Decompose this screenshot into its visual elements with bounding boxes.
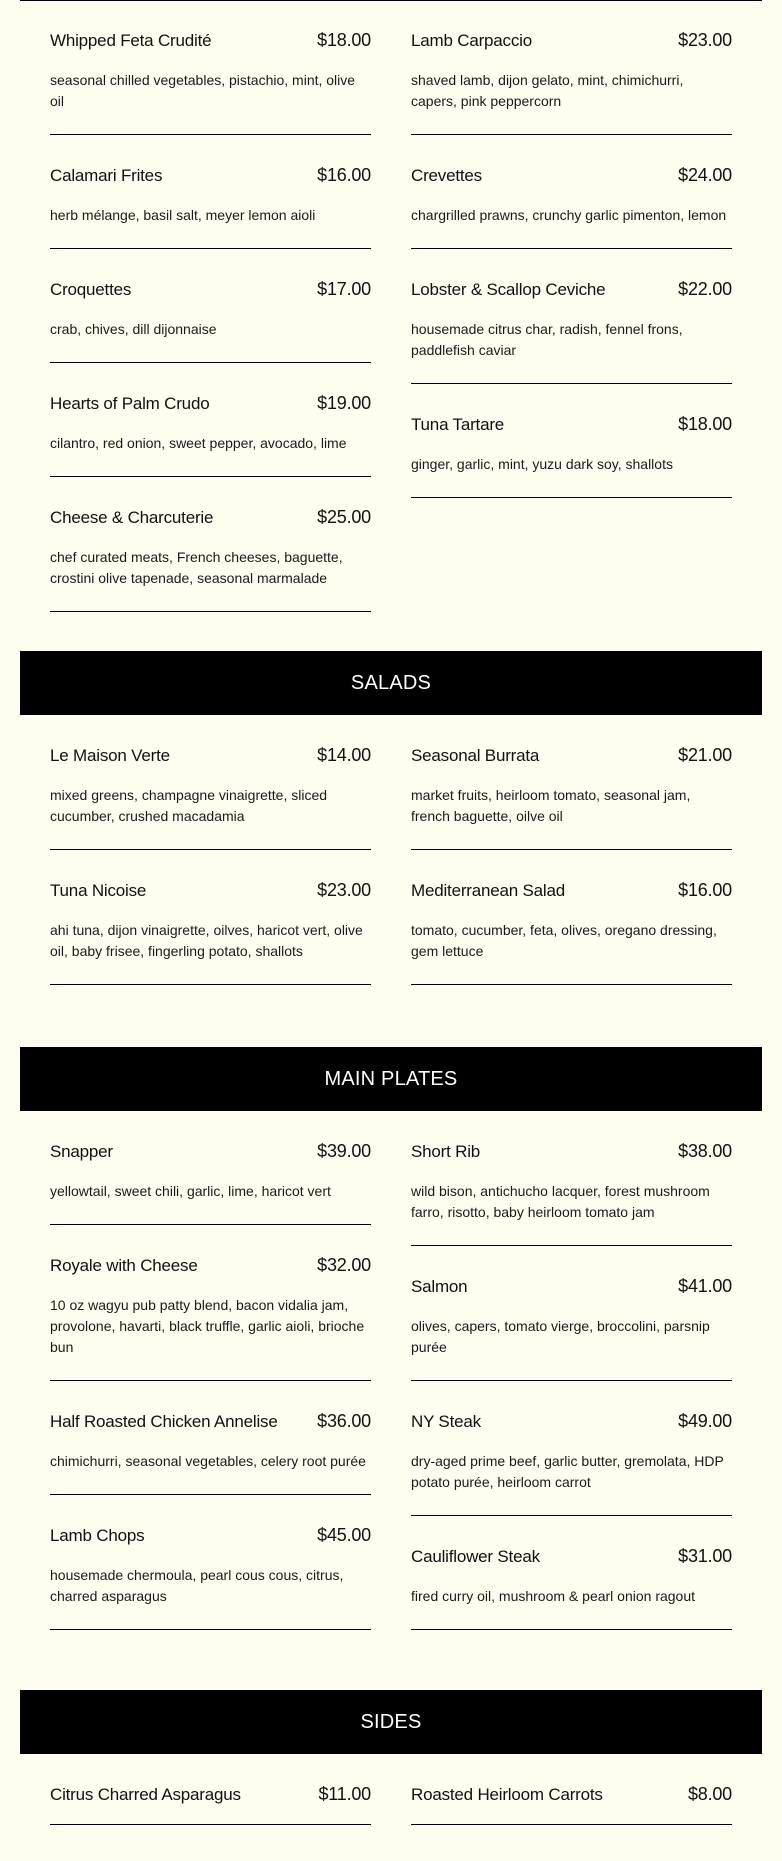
- appetizers-left-column: [50, 0, 371, 612]
- item-price: $31.00: [678, 1546, 732, 1566]
- item-name: Croquettes: [50, 280, 132, 299]
- menu-item: [411, 1381, 732, 1516]
- item-description: mixed greens, champagne vinaigrette, sliced cucumber, crushed macadamia: [50, 787, 328, 824]
- item-description: wild bison, antichucho lacquer, forest mushroom farro, risotto, baby heirloom tomato jam: [411, 1183, 710, 1220]
- item-description: cilantro, red onion, sweet pepper, avocado, lime: [50, 435, 347, 451]
- item-name: Tuna Tartare: [411, 415, 505, 434]
- item-description: chef curated meats, French cheeses, baguette, crostini olive tapenade, seasonal marmalade: [50, 549, 343, 586]
- menu-item: [411, 135, 732, 249]
- item-name: Seasonal Burrata: [411, 746, 540, 765]
- menu-item: [50, 249, 371, 363]
- menu-item: [50, 363, 371, 477]
- menu-item: [50, 715, 371, 850]
- menu-item: [411, 1246, 732, 1381]
- item-description: housemade chermoula, pearl cous cous, citrus, charred asparagus: [50, 1567, 344, 1604]
- item-description: herb mélange, basil salt, meyer lemon aioli: [50, 207, 316, 223]
- item-description: housemade citrus char, radish, fennel frons, paddlefish caviar: [411, 321, 683, 358]
- item-name: NY Steak: [411, 1412, 481, 1431]
- salads-right-column: [411, 715, 732, 985]
- item-description: 10 oz wagyu pub patty blend, bacon vidalia jam, provolone, havarti, black truffle, garlic aioli, brioche bun: [50, 1297, 365, 1355]
- menu-item: [411, 1516, 732, 1630]
- menu-item: [50, 0, 371, 135]
- menu-item: [411, 850, 732, 985]
- sides-left-column: [50, 1754, 371, 1825]
- menu-item: [50, 850, 371, 985]
- item-price: $49.00: [678, 1411, 732, 1431]
- item-price: $39.00: [317, 1141, 371, 1161]
- item-description: chargrilled prawns, crunchy garlic pimenton, lemon: [411, 207, 727, 223]
- item-name: Half Roasted Chicken Annelise: [50, 1412, 278, 1431]
- item-name: Roasted Heirloom Carrots: [411, 1785, 603, 1804]
- item-price: $21.00: [678, 745, 732, 765]
- section-header: SIDES: [20, 1690, 762, 1754]
- item-price: $16.00: [317, 165, 371, 185]
- menu-item: [411, 0, 732, 135]
- item-description: crab, chives, dill dijonnaise: [50, 321, 217, 337]
- menu-item: [411, 1111, 732, 1246]
- item-price: $23.00: [317, 880, 371, 900]
- menu-item: [411, 249, 732, 384]
- item-price: $22.00: [678, 279, 732, 299]
- sides-right-column: [411, 1754, 732, 1825]
- menu-item: [411, 715, 732, 850]
- item-price: $36.00: [317, 1411, 371, 1431]
- item-name: Salmon: [411, 1277, 468, 1296]
- section-header: MAIN PLATES: [20, 1047, 762, 1111]
- menu-item: [50, 1225, 371, 1381]
- item-description: tomato, cucumber, feta, olives, oregano dressing, gem lettuce: [411, 922, 717, 959]
- item-price: $24.00: [678, 165, 732, 185]
- menu-item: [50, 135, 371, 249]
- item-price: $8.00: [687, 1784, 732, 1804]
- item-price: $41.00: [678, 1276, 732, 1296]
- item-price: $18.00: [678, 414, 732, 434]
- item-name: Mediterranean Salad: [411, 881, 566, 900]
- item-description: fired curry oil, mushroom & pearl onion ragout: [411, 1588, 696, 1604]
- item-price: $32.00: [317, 1255, 371, 1275]
- menu-item: [50, 1495, 371, 1630]
- item-description: seasonal chilled vegetables, pistachio, mint, olive oil: [50, 72, 356, 109]
- salads-left-column: [50, 715, 371, 985]
- item-price: $45.00: [317, 1525, 371, 1545]
- section-header: SALADS: [20, 651, 762, 715]
- item-name: Cauliflower Steak: [411, 1547, 540, 1566]
- item-name: Hearts of Palm Crudo: [50, 394, 210, 413]
- mains-right-column: [411, 1111, 732, 1630]
- item-description: ginger, garlic, mint, yuzu dark soy, shallots: [411, 456, 673, 472]
- item-price: $17.00: [317, 279, 371, 299]
- item-price: $14.00: [317, 745, 371, 765]
- item-name: Calamari Frites: [50, 166, 163, 185]
- menu-item: [50, 1754, 371, 1825]
- item-description: yellowtail, sweet chili, garlic, lime, haricot vert: [50, 1183, 331, 1199]
- item-price: $18.00: [317, 30, 371, 50]
- menu-item: [50, 477, 371, 612]
- item-name: Crevettes: [411, 166, 482, 185]
- item-description: shaved lamb, dijon gelato, mint, chimichurri, capers, pink peppercorn: [411, 72, 684, 109]
- item-name: Le Maison Verte: [50, 746, 170, 765]
- item-description: chimichurri, seasonal vegetables, celery root purée: [50, 1453, 366, 1469]
- item-name: Tuna Nicoise: [50, 881, 147, 900]
- item-name: Lobster & Scallop Ceviche: [411, 280, 606, 299]
- item-price: $23.00: [678, 30, 732, 50]
- item-price: $16.00: [678, 880, 732, 900]
- item-description: market fruits, heirloom tomato, seasonal jam, french baguette, oilve oil: [411, 787, 691, 824]
- item-price: $38.00: [678, 1141, 732, 1161]
- menu-item: [411, 1754, 732, 1825]
- item-name: Cheese & Charcuterie: [50, 508, 214, 527]
- item-name: Short Rib: [411, 1142, 481, 1161]
- item-price: $19.00: [317, 393, 371, 413]
- item-description: dry-aged prime beef, garlic butter, gremolata, HDP potato purée, heirloom carrot: [411, 1453, 724, 1490]
- item-description: ahi tuna, dijon vinaigrette, oilves, haricot vert, olive oil, baby frisee, fingerling potato, shallots: [50, 922, 363, 959]
- item-name: Whipped Feta Crudité: [50, 31, 212, 50]
- item-price: $25.00: [317, 507, 371, 527]
- item-name: Citrus Charred Asparagus: [50, 1785, 241, 1804]
- item-price: $11.00: [318, 1784, 371, 1804]
- mains-left-column: [50, 1111, 371, 1630]
- item-name: Royale with Cheese: [50, 1256, 198, 1275]
- item-description: olives, capers, tomato vierge, broccolini, parsnip purée: [411, 1318, 710, 1355]
- item-name: Lamb Carpaccio: [411, 31, 532, 50]
- menu-item: [411, 384, 732, 498]
- item-name: Snapper: [50, 1142, 113, 1161]
- appetizers-right-column: [411, 0, 732, 498]
- menu-item: [50, 1111, 371, 1225]
- menu-item: [50, 1381, 371, 1495]
- item-name: Lamb Chops: [50, 1526, 145, 1545]
